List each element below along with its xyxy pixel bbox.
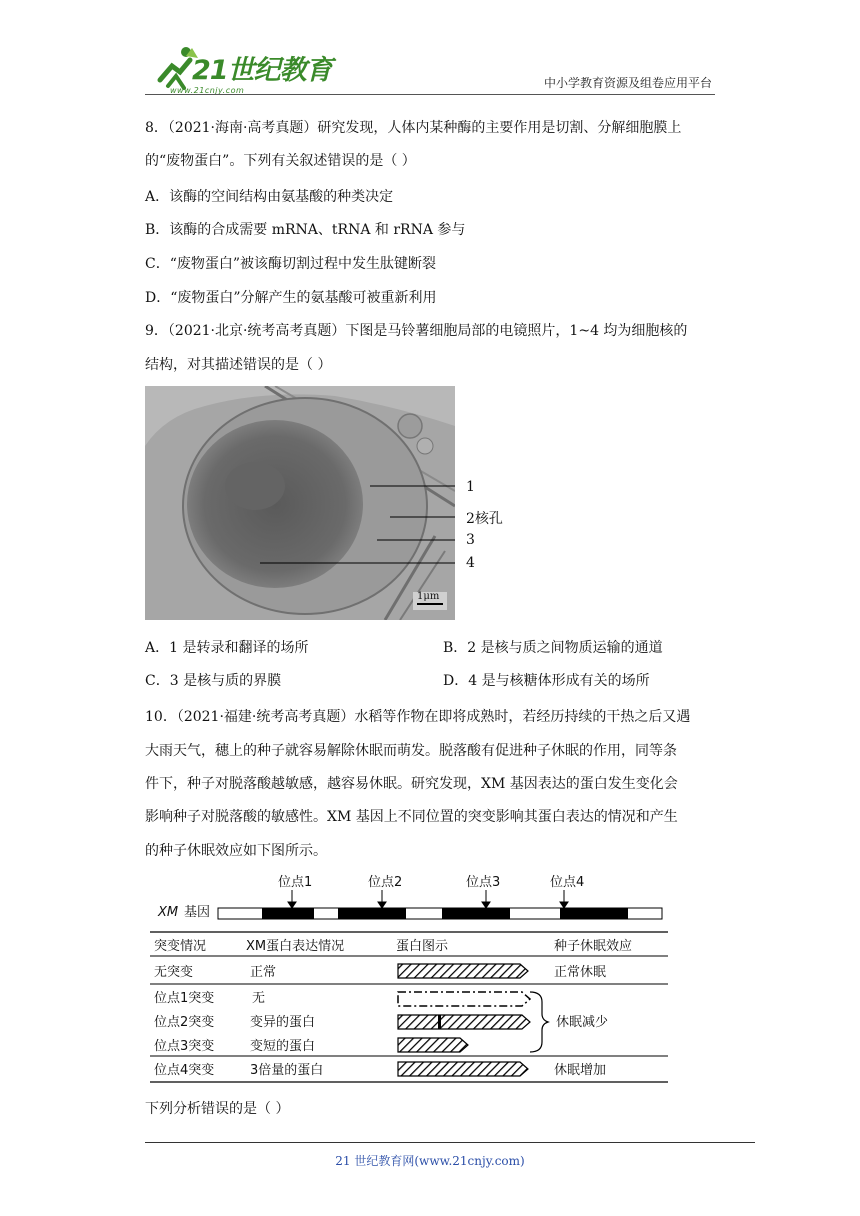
q9-stem-line1: 9．（2021·北京·统考高考真题）下图是马铃薯细胞局部的电镜照片，1~4 均为细胞核的	[145, 323, 688, 339]
row-expression-4: 3倍量的蛋白	[250, 1063, 324, 1078]
q8-option-a: A．该酶的空间结构由氨基酸的种类决定	[145, 189, 394, 205]
row-expression-0: 正常	[250, 965, 277, 980]
gene-label-xm: XM	[158, 905, 179, 920]
q9-option-b: B．2 是核与质之间物质运输的通道	[443, 640, 663, 656]
fig-label-3: 3	[466, 532, 475, 548]
electron-micrograph	[145, 386, 455, 620]
q8-option-b: B．该酶的合成需要 mRNA、tRNA 和 rRNA 参与	[145, 222, 466, 238]
scale-bar-label: 1μm	[417, 591, 440, 602]
q8-option-c: C．“废物蛋白”被该酶切割过程中发生肽键断裂	[145, 256, 437, 272]
q10-stem-line3: 件下，种子对脱落酸越敏感，越容易休眠。研究发现，XM 基因表达的蛋白发生变化会	[145, 776, 678, 792]
row-mutation-3: 位点3突变	[154, 1039, 215, 1054]
site-label-2: 位点2	[368, 875, 403, 890]
q10-stem-line1: 10．（2021·福建·统考高考真题）水稻等作物在即将成熟时，若经历持续的干热之后又遇	[145, 709, 691, 725]
site-label-3: 位点3	[466, 875, 501, 890]
logo-url: www.21cnjy.com	[170, 86, 245, 95]
row-expression-2: 变异的蛋白	[250, 1015, 316, 1030]
q9-option-d: D．4 是与核糖体形成有关的场所	[443, 673, 650, 689]
row-mutation-2: 位点2突变	[154, 1015, 215, 1030]
fig-label-1: 1	[466, 479, 475, 495]
site-label-1: 位点1	[278, 875, 313, 890]
header-mutation: 突变情况	[154, 939, 207, 954]
xm-gene-figure	[150, 868, 670, 1086]
gene-label: 基因	[184, 905, 211, 920]
row-mutation-4: 位点4突变	[154, 1063, 215, 1078]
group-effect-label: 休眠减少	[556, 1015, 609, 1030]
header-dormancy-effect: 种子休眠效应	[554, 939, 633, 954]
header-expression: XM蛋白表达情况	[246, 939, 345, 954]
header-divider	[145, 94, 715, 95]
q9-option-c: C．3 是核与质的界膜	[145, 673, 282, 689]
q8-stem-line2: 的“废物蛋白”。下列有关叙述错误的是（ ）	[145, 153, 416, 169]
q10-tail: 下列分析错误的是（ ）	[145, 1101, 290, 1117]
q8-stem-line1: 8．（2021·海南·高考真题）研究发现，人体内某种酶的主要作用是切割、分解细胞膜上	[145, 120, 682, 136]
q9-stem-line2: 结构，对其描述错误的是（ ）	[145, 357, 332, 373]
header-protein-diagram: 蛋白图示	[396, 939, 449, 954]
header-platform-text: 中小学教育资源及组卷应用平台	[543, 76, 712, 90]
row-effect-0: 正常休眠	[554, 965, 607, 980]
q9-option-a: A．1 是转录和翻译的场所	[145, 640, 309, 656]
row-expression-3: 变短的蛋白	[250, 1039, 316, 1054]
fig-label-2: 2核孔	[466, 511, 503, 527]
footer-text[interactable]: 21 世纪教育网(www.21cnjy.com)	[335, 1154, 525, 1168]
q10-stem-line2: 大雨天气，穗上的种子就容易解除休眠而萌发。脱落酸有促进种子休眠的作用，同等条	[145, 743, 677, 759]
footer-divider	[145, 1142, 755, 1143]
site-label-4: 位点4	[550, 875, 585, 890]
fig-label-4: 4	[466, 555, 475, 571]
row-mutation-1: 位点1突变	[154, 991, 215, 1006]
q8-option-d: D．“废物蛋白”分解产生的氨基酸可被重新利用	[145, 290, 437, 306]
q10-stem-line4: 影响种子对脱落酸的敏感性。XM 基因上不同位置的突变影响其蛋白表达的情况和产生	[145, 809, 678, 825]
row-mutation-0: 无突变	[154, 965, 194, 980]
row-expression-1: 无	[252, 991, 266, 1006]
q10-stem-line5: 的种子休眠效应如下图所示。	[145, 843, 327, 859]
row-effect-4: 休眠增加	[554, 1063, 607, 1078]
logo-text: 21世纪教育	[192, 55, 332, 86]
